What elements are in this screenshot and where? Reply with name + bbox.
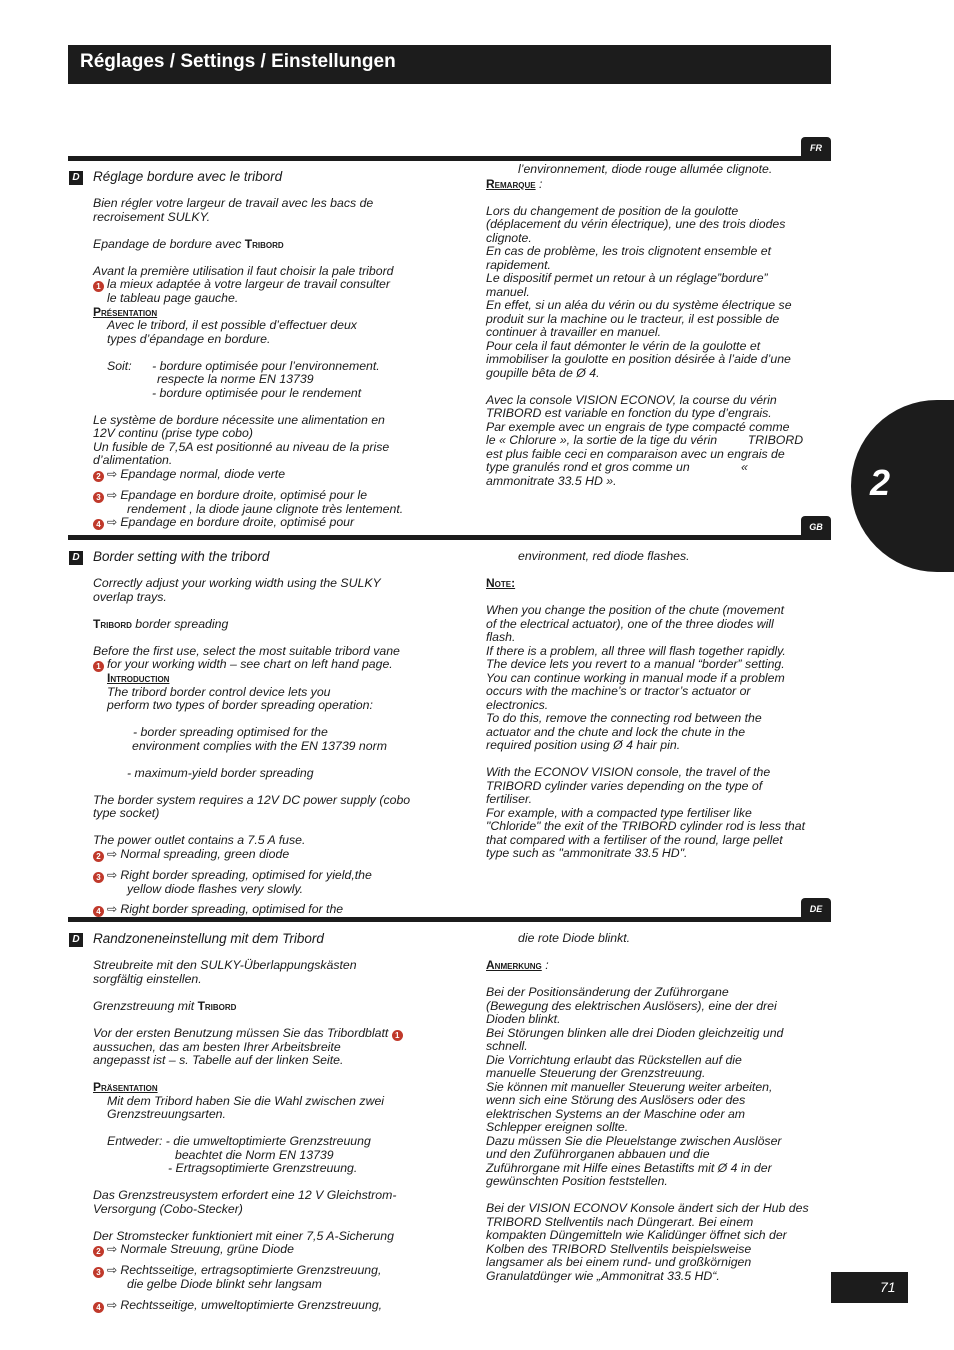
marker-3-icon: 3 [93,492,104,503]
text-line: sorgfältig einstellen. [93,971,202,986]
text-line: Bien régler votre largeur de travail avec les bacs de [93,196,374,210]
text-line: Avec le tribord, il est possible d’effectuer deux [107,318,357,332]
text-line: that compared with a fertiliser of the round, large pellet [486,832,783,847]
gb-left-column [93,550,410,917]
subheading: Remarque : [486,176,543,191]
text-line: Das Grenzstreusystem erfordert eine 12 V Gleichstrom- [93,1188,397,1202]
text-line: recroisement SULKY. [93,209,211,224]
marker-3-icon: 3 [93,1267,104,1278]
list-item: 3 ⇨ Right border spreading, optimised for yield,the [93,869,410,883]
text-line: Bei Störungen blinken alle drei Dioden gleichzeitig und [486,1025,784,1040]
arrow-icon: ⇨ [107,466,118,481]
subheading: Anmerkung : [486,958,549,972]
text-line: Der Stromstecker funktioniert mit einer 7,5 A-Sicherung [93,1228,394,1243]
marker-4-icon: 4 [93,906,104,917]
section-rule-de [68,917,831,922]
text-line: Versorgung (Cobo-Stecker) [93,1201,243,1216]
text-line: 12V continu (prise type cobo) [93,426,253,440]
de-heading: Randzoneneinstellung mit dem Tribord [93,931,324,946]
de-right-column [486,932,809,1283]
list-item: 2 ⇨ Epandage normal, diode verte [93,468,403,482]
text-line: Dioden blinkt. [486,1012,561,1026]
text-line: und den Zuführorganen abbauen und die [486,1147,710,1161]
text-line: Avec la console VISION ECONOV, la course du vérin [486,392,777,407]
arrow-icon: ⇨ [107,1297,118,1312]
lang-tab-fr: FR [801,137,831,159]
text-line: Entweder: - die umweltoptimierte Grenzstreuung [107,1134,371,1148]
text-line: The device lets you revert to a manual “border” setting. [486,657,785,671]
text-line: rendement , la diode jaune clignote très lentement. [127,501,404,516]
text-line: When you change the position of the chute (movement [486,603,785,617]
subheading: Note: [486,576,516,590]
text-line: le « Chlorure », la sortie de la tige du vérin TRIBORD [486,433,804,447]
lang-tab-de: DE [801,898,831,920]
text-line: rapidement. [486,257,551,272]
gb-heading: Border setting with the tribord [93,549,270,564]
marker-4-icon: 4 [93,1302,104,1313]
text-line: Lors du changement de position de la goulotte [486,203,739,218]
text-line: manuelle Steuerung der Grenzstreuung. [486,1066,706,1080]
page-title: Réglages / Settings / Einstellungen [80,51,396,72]
text-line: Bei der Positionsänderung der Zuführorgane [486,985,729,999]
text-line: Streubreite mit den SULKY-Überlappungskästen [93,958,357,972]
subheading: Präsentation [93,1080,158,1094]
text-line: 1 for your working width – see chart on left hand page. [93,658,410,672]
text-line: Pour cela il faut démonter le vérin de la goulotte et [486,338,761,353]
marker-2-icon: 2 [93,1246,104,1257]
list-item: 3 ⇨ Epandage en bordure droite, optimisé pour le [93,489,403,503]
list-item: 4 ⇨ Rechtsseitige, umweltoptimierte Grenzstreuung, [93,1299,406,1313]
text-line: respecte la norme EN 13739 [157,372,314,386]
text-line: Before the first use, select the most suitable tribord vane [93,643,400,658]
text-line: Grenzstreuung mit Tribord [93,998,237,1013]
text-line: The tribord border control device lets you [107,684,331,699]
text-line: produit sur la machine ou le tracteur, il est possible de [486,311,780,326]
text-line: Schlepper ereignen sollte. [486,1120,629,1134]
list-item: 3 ⇨ Rechtsseitige, ertragsoptimierte Grenzstreuung, [93,1264,406,1278]
text-line: type socket) [93,806,160,820]
text-line: - maximum-yield border spreading [127,765,314,780]
text-line: clignote. [486,230,532,245]
text-line: "Chloride" the exit of the TRIBORD cylinder rod is less that [486,819,806,833]
text-line: elektrischen Systems an der Maschine oder am [486,1106,746,1121]
text-line: immobiliser la goulotte en position désirée à l’aide d’une [486,352,791,366]
fr-left-column [93,170,403,530]
text-line: manuel. [486,284,530,299]
text-line: Un fusible de 7,5A est positionné au niveau de la prise [93,439,390,454]
text-line: ammonitrate 33.5 HD ». [486,473,617,488]
text-line: TRIBORD est variable en fonction du type d’engrais. [486,406,772,420]
section-marker-fr: D [69,171,83,185]
text-line: goupille bêta de Ø 4. [486,365,600,380]
gb-right-column [486,550,805,861]
text-line: of the electrical actuator), one of the three diodes will [486,616,774,631]
arrow-icon: ⇨ [107,902,118,916]
text-line: Epandage de bordure avec Tribord [93,236,284,251]
text-line: kompakten Düngemitteln wie Kalidünger öffnet sich der [486,1228,787,1242]
subheading: Présentation [93,304,158,319]
text-line: types d’épandage en bordure. [107,331,271,346]
list-item: 4 ⇨ Right border spreading, optimised for the [93,903,410,917]
marker-1-icon: 1 [93,661,104,672]
text-line: flash. [486,630,516,644]
text-line: The border system requires a 12V DC power supply (cobo [93,792,411,807]
subheading: Introduction [107,671,170,685]
fr-heading: Réglage bordure avec le tribord [93,169,283,184]
de-left-column [93,932,406,1313]
text-line: required position using Ø 4 hair pin. [486,738,681,752]
text-line: beachtet die Norm EN 13739 [175,1147,334,1162]
chapter-tab [851,400,954,572]
page-number-box [831,1272,908,1303]
text-line: You can continue working in manual mode if a problem [486,670,785,685]
chapter-number: 2 [870,462,891,503]
list-item: 2 ⇨ Normale Streuung, grüne Diode [93,1243,406,1257]
list-item: 2 ⇨ Normal spreading, green diode [93,848,410,862]
text-line: langsamer als bei einem rund- und großkörnigen [486,1255,752,1269]
text-line: Par exemple avec un engrais de type compacté comme [486,419,790,434]
marker-3-icon: 3 [93,872,104,883]
text-line: If there is a problem, all three will flash together rapidly. [486,643,786,658]
text-line: - Ertragsoptimierte Grenzstreuung. [168,1161,358,1175]
page-number: 71 [880,1279,896,1295]
text-line: - border spreading optimised for the [133,725,328,739]
text-line: Dazu müssen Sie die Pleuelstange zwischen Auslöser [486,1133,782,1148]
text-line: gewünschten Position feststellen. [486,1174,668,1188]
text-line: (Bewegung des elektrischen Auslösers), eine der drei [486,998,777,1013]
text-line: l’environnement, diode rouge allumée clignote. [518,162,773,176]
text-line: environment, red diode flashes. [518,549,690,563]
arrow-icon: ⇨ [107,515,118,529]
text-line: Zuführorgane mit Hilfe eines Betastifts mit Ø 4 in der [486,1160,772,1175]
text-line: schnell. [486,1039,528,1053]
text-line: Grenzstreuungsarten. [107,1107,226,1121]
arrow-icon: ⇨ [107,487,118,502]
arrow-icon: ⇨ [107,867,118,882]
text-line: 1 la mieux adaptée à votre largeur de travail consulter [93,278,403,292]
text-line: With the ECONOV VISION console, the travel of the [486,765,771,779]
text-line: Mit dem Tribord haben Sie die Wahl zwischen zwei [107,1093,385,1108]
text-line: le tableau page gauche. [107,291,239,305]
text-line: Le dispositif permet un retour à un réglage”bordure” [486,271,768,285]
text-line: Kolben des TRIBORD Stellventils beispielsweise [486,1241,752,1256]
text-line: d’alimentation. [93,453,173,467]
text-line: Die Vorrichtung erlaubt das Rückstellen auf die [486,1052,742,1067]
text-line: Bei der VISION ECONOV Konsole ändert sich der Hub des [486,1201,809,1215]
text-line: TRIBORD cylinder varies depending on the type of [486,778,763,793]
marker-1-icon: 1 [93,281,104,292]
arrow-icon: ⇨ [107,846,118,861]
lang-tab-gb: GB [801,516,831,538]
marker-2-icon: 2 [93,851,104,862]
marker-4-icon: 4 [93,519,104,530]
text-line: (déplacement du vérin électrique), une des trois diodes [486,217,786,231]
text-line: perform two types of border spreading operation: [107,698,373,712]
text-line: Granulatdünger wie „Ammonitrat 33.5 HD“. [486,1268,720,1283]
text-line: Le système de bordure nécessite une alimentation en [93,412,385,427]
text-line: aussuchen, das am besten Ihrer Arbeitsbreite [93,1039,341,1054]
text-line: wenn sich eine Störung des Auslösers oder des [486,1093,746,1107]
arrow-icon: ⇨ [107,1263,118,1277]
text-line: En cas de problème, les trois clignotent ensemble et [486,244,772,258]
text-line: type granulés rond et gros comme un « [486,460,748,474]
text-line: overlap trays. [93,589,167,604]
text-line: Avant la première utilisation il faut choisir la pale tribord [93,263,394,278]
marker-1-icon: 1 [392,1030,403,1041]
text-line: est plus faible ceci en comparaison avec un engrais de [486,446,785,461]
text-line: actuator and the chute and lock the chute in the [486,724,746,739]
text-line: die gelbe Diode blinkt sehr langsam [127,1277,322,1291]
section-marker-de: D [69,933,83,947]
text-line: angepasst ist – s. Tabelle auf der linken Seite. [93,1053,344,1067]
text-line: electronics. [486,697,549,712]
list-item: 4 ⇨ Epandage en bordure droite, optimisé pour [93,516,403,530]
text-line: Soit: - bordure optimisée pour l’environnement. [107,358,380,373]
text-line: die rote Diode blinkt. [518,931,631,945]
text-line: For example, with a compacted type fertiliser like [486,805,752,820]
text-line: To do this, remove the connecting rod between the [486,711,762,725]
text-line: The power outlet contains a 7.5 A fuse. [93,833,306,847]
text-line: - bordure optimisée pour le rendement [152,385,362,400]
text-line: type such as "ammonitrate 33.5 HD". [486,846,688,860]
section-rule-gb [68,535,831,540]
fr-right-column [486,163,803,488]
text-line: Tribord border spreading [93,616,229,631]
text-line: continuer à travailler en manuel. [486,325,661,339]
text-line: TRIBORD Stellventils nach Düngerart. Bei einem [486,1214,754,1229]
text-line: Vor der ersten Benutzung müssen Sie das Tribordblatt 1 [93,1027,406,1041]
text-line: yellow diode flashes very slowly. [127,881,304,896]
text-line: Correctly adjust your working width using the SULKY [93,576,381,590]
section-rule-fr [68,156,831,161]
section-marker-gb: D [69,551,83,565]
text-line: occurs with the machine’s or tractor’s actuator or [486,684,751,698]
marker-2-icon: 2 [93,471,104,482]
arrow-icon: ⇨ [107,1242,118,1256]
text-line: environment complies with the EN 13739 norm [132,738,387,753]
text-line: fertiliser. [486,792,533,806]
text-line: En effet, si un aléa du vérin ou du système électrique se [486,298,792,312]
text-line: Sie können mit manueller Steuerung weiter arbeiten, [486,1079,773,1094]
